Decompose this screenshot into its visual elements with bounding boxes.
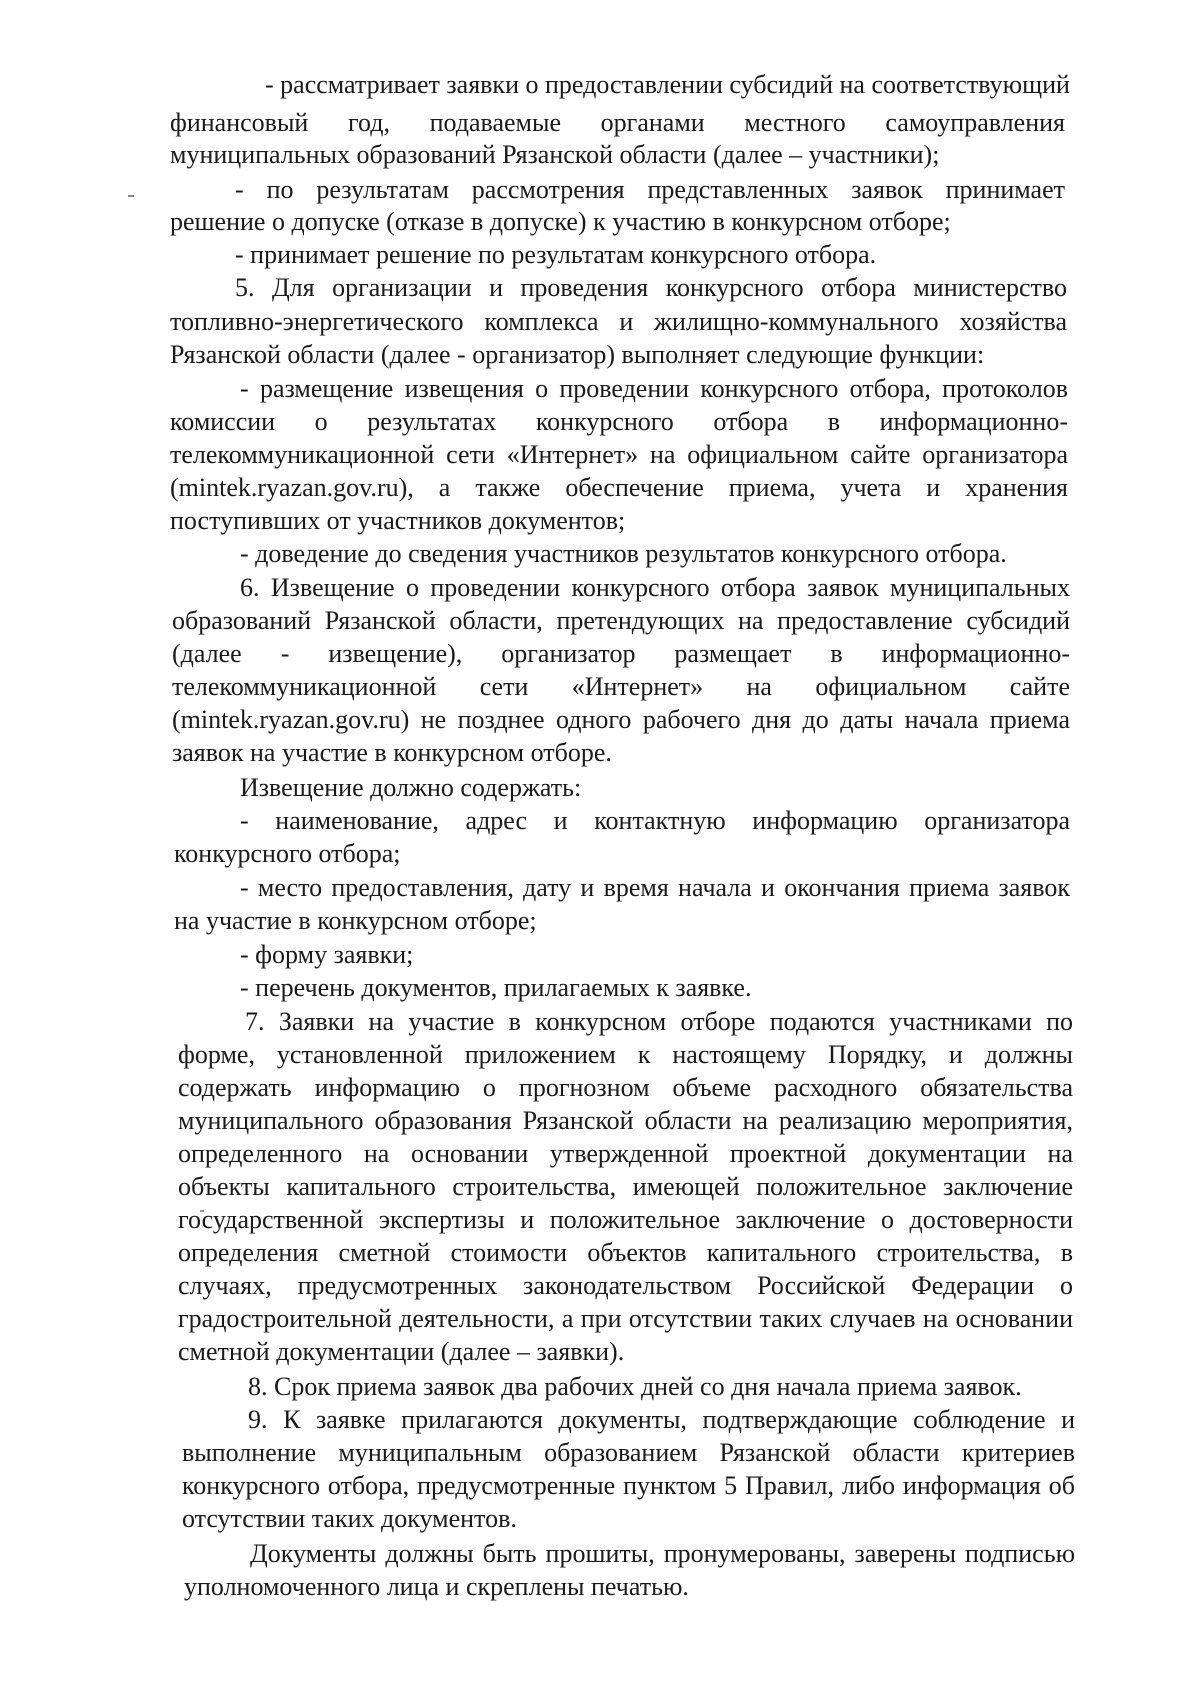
text-line: объекты капитального строительства, имеющей положительное заключение [178,1172,1073,1201]
text-line: конкурсного отбора; [174,839,401,868]
text-line: - доведение до сведения участников результатов конкурсного отбора. [240,539,1007,568]
text-line: форме, установленной приложением к настоящему Порядку, и должны [178,1040,1073,1069]
text-line: (mintek.ryazan.gov.ru), а также обеспечение приема, учета и хранения [170,473,1068,502]
text-line: государственной экспертизы и положительное заключение о достоверности [178,1205,1073,1234]
text-line: (далее - извещение), организатор размещает в информационно- [172,639,1070,668]
text-line: отсутствии таких документов. [182,1504,517,1533]
text-line: муниципального образования Рязанской области на реализацию мероприятия, [178,1106,1073,1135]
text-line: комиссии о результатах конкурсного отбора в информационно- [170,407,1068,436]
text-line: 8. Срок приема заявок два рабочих дней со дня начала приема заявок. [248,1372,1022,1401]
text-line: топливно-энергетического комплекса и жилищно-коммунального хозяйства [170,307,1067,336]
text-line: финансовый год, подаваемые органами местного самоуправления [170,108,1065,137]
text-line: - форму заявки; [240,940,414,969]
text-line: 6. Извещение о проведении конкурсного отбора заявок муниципальных [240,573,1070,602]
text-line: градостроительной деятельности, а при отсутствии таких случаев на основании [178,1304,1073,1333]
text-line: 5. Для организации и проведения конкурсного отбора министерство [235,273,1067,302]
text-line: (mintek.ryazan.gov.ru) не позднее одного рабочего дня до даты начала приема [172,705,1070,734]
text-line: - рассматривает заявки о предоставлении субсидий на соответствующий [265,70,1070,99]
text-line: - размещение извещения о проведении конкурсного отбора, протоколов [240,374,1068,403]
text-line: муниципальных образований Рязанской области (далее – участники); [170,140,940,169]
text-line: - перечень документов, прилагаемых к заявке. [240,973,752,1002]
text-line: на участие в конкурсном отборе; [174,906,537,935]
text-line: заявок на участие в конкурсном отборе. [172,738,612,767]
text-line: образований Рязанской области, претендующих на предоставление субсидий [172,606,1070,635]
text-line: определенного на основании утвержденной проектной документации на [178,1139,1073,1168]
text-line: 9. К заявке прилагаются документы, подтверждающие соблюдение и [248,1405,1075,1434]
text-line: Документы должны быть прошиты, пронумерованы, заверены подписью [250,1539,1075,1568]
text-line: содержать информацию о прогнозном объеме расходного обязательства [178,1073,1073,1102]
text-line: сметной документации (далее – заявки). [178,1337,625,1366]
text-line: телекоммуникационной сети «Интернет» на официальном сайте организатора [170,440,1068,469]
text-line: Извещение должно содержать: [240,773,582,802]
text-line: случаях, предусмотренных законодательством Российской Федерации о [178,1271,1073,1300]
text-line: конкурсного отбора, предусмотренные пунктом 5 Правил, либо информация об [182,1471,1075,1500]
text-line: выполнение муниципальным образованием Рязанской области критериев [182,1438,1075,1467]
text-line: - место предоставления, дату и время начала и окончания приема заявок [240,873,1070,902]
text-line: определения сметной стоимости объектов капитального строительства, в [178,1238,1073,1267]
text-line: решение о допуске (отказе в допуске) к участию в конкурсном отборе; [170,207,951,236]
text-line: 7. Заявки на участие в конкурсном отборе подаются участниками по [245,1007,1073,1036]
text-line: телекоммуникационной сети «Интернет» на официальном сайте [172,672,1070,701]
text-line: уполномоченного лица и скреплены печатью. [184,1572,689,1601]
text-line: - наименование, адрес и контактную информацию организатора [240,806,1070,835]
text-line: поступивших от участников документов; [170,506,626,535]
text-line: - принимает решение по результатам конкурсного отбора. [235,240,877,269]
text-line: Рязанской области (далее - организатор) выполняет следующие функции: [170,340,985,369]
text-line: - по результатам рассмотрения представленных заявок принимает [235,175,1065,204]
